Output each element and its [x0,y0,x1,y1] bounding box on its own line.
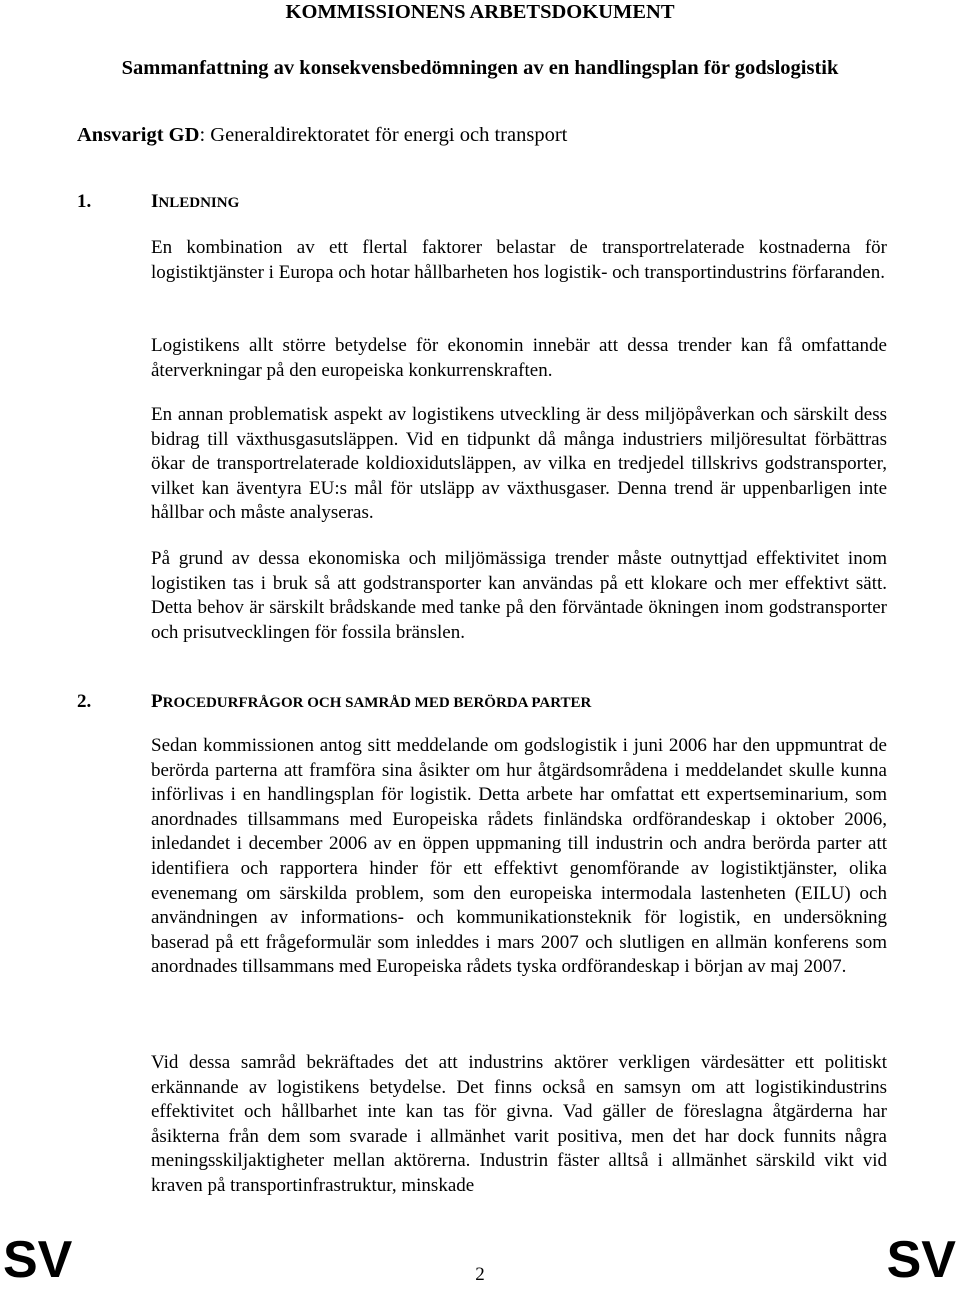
section-1-paragraph-2: Logistikens allt större betydelse för ekonomin innebär att dessa trender kan få omfattande återverkningar på den europeiska konkurrenskraften. [151,335,887,381]
section-1-paragraph-1: En kombination av ett flertal faktorer belastar de transportrelaterade kostnaderna för logistiktjänster i Europa och hotar hållbarheten hos logistik- och transportindustrins förfaranden. [151,237,887,283]
section-2-title-initial: P [151,691,163,712]
footer-language-right: SV [886,1231,956,1289]
section-2-number: 2. [77,691,92,712]
document-title: KOMMISSIONENS ARBETSDOKUMENT [285,1,675,23]
section-1-paragraph-4: På grund av dessa ekonomiska och miljömässiga trender måste outnyttjad effektivitet inom logistiken tas i bruk så att godstransporter kan användas på ett klokare och mer effektivt sätt. Detta behov är särskilt brådskande med tanke på den förväntade ökningen inom godstransporter och prisutvecklingen för fossila bränslen. [151,548,887,643]
section-1-number: 1. [77,191,92,212]
section-1-title [151,188,239,217]
section-1-title-rest: NLEDNING [158,195,240,211]
responsible-label: Ansvarigt GD [77,124,200,146]
section-1-paragraph-3: En annan problematisk aspekt av logistikens utveckling är dess miljöpåverkan och särskilt dess bidrag till växthusgasutsläppen. Vid en tidpunkt då många industriers miljöresultat förbättras ökar de transportrelaterade koldioxidutsläppen, av vilka en tredjedel tillskrivs godstransporter, vilket kan äventyra EU:s mål för utsläpp av växthusgaser. Denna trend är uppenbarligen inte hållbar och måste analyseras. [151,404,887,524]
footer-language-left: SV [3,1231,73,1289]
section-2-title-rest: ROCEDURFRÅGOR OCH SAMRÅD MED BERÖRDA PARTER [162,695,592,711]
section-2-paragraph-1: Sedan kommissionen antog sitt meddelande om godslogistik i juni 2006 har den uppmuntrat de berörda parterna att framföra sina åsikter om hur åtgärdsområdena i meddelandet skulle kunna införlivas i en handlingsplan för logistik. Detta arbete har omfattat ett expertseminarium, som anordnades tillsammans med Europeiska rådets finländska ordförandeskap i oktober 2006, inledandet i december 2006 av en öppen uppmaning till industrin och andra berörda parter att identifiera och rapportera hinder för ett effektivt genomförande av logistiktjänster, olika evenemang om särskilda problem, som den europeiska intermodala lastenheten (EILU) och användningen av informations- och kommunikationsteknik för logistik, en undersökning baserad på ett frågeformulär som inleddes i mars 2007 och slutligen en allmän konferens som anordnades tillsammans med Europeiska rådets tyska ordförandeskap i början av maj 2007. [151,735,887,978]
section-2-paragraph-2: Vid dessa samråd bekräftades det att industrins aktörer verkligen värdesätter ett politiskt erkännande av logistikens betydelse. Det finns också en samsyn om att logistikindustrins effektivitet och hållbarhet inte kan tas för givna. Vad gäller de föreslagna åtgärderna har åsikterna från dem som svarade i allmänhet varit positiva, men det har dock funnits några meningsskiljaktigheter mellan aktörerna. Industrin fäster alltså i allmänhet särskild vikt vid kraven på transportinfrastruktur, minskade [151,1052,887,1196]
responsible-dg [77,121,567,149]
document-subtitle: Sammanfattning av konsekvensbedömningen av en handlingsplan för godslogistik [121,57,839,79]
responsible-value: : Generaldirektoratet för energi och transport [199,124,568,146]
page-number: 2 [475,1264,485,1285]
section-1-title-initial: I [151,191,159,212]
section-2-title [151,688,591,717]
